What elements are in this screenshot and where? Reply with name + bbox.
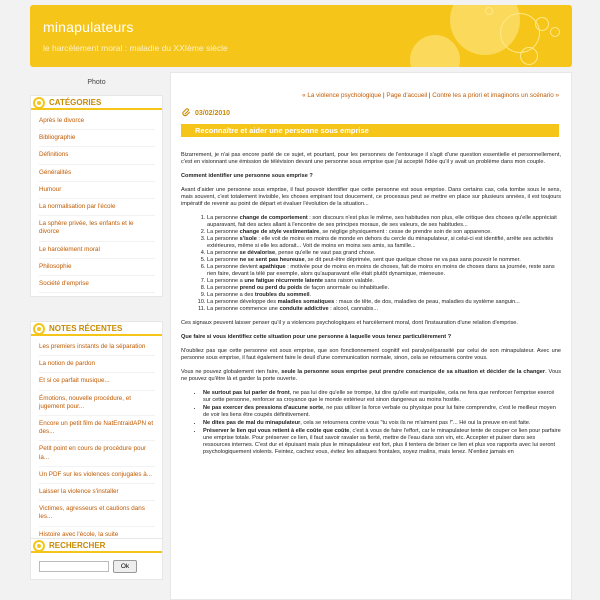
- text-run: .: [309, 292, 312, 298]
- text-run: La personne a: [207, 278, 245, 284]
- text-run: La personne: [207, 229, 240, 235]
- paragraph: N'oubliez pas que cette personne est sous emprise, que son fonctionnement cognitif est paralysé/parasité par celui de son minapulateur. Avec une personne sous emprise, il faut également faire le deuil d'une communication normale, sinon, cela se retournera contre vous.: [181, 348, 561, 361]
- photo-label: Photo: [87, 79, 106, 86]
- search-ok-button[interactable]: Ok: [113, 560, 137, 573]
- text-run: La personne commence une: [207, 306, 280, 312]
- nav-separator: |: [427, 92, 433, 99]
- home-link[interactable]: Page d'accueil: [386, 92, 428, 99]
- signs-list: [181, 215, 561, 313]
- text-run-bold: change de style vestimentaire: [239, 229, 320, 235]
- text-run: , ne pas utiliser la force verbale ou physique pour lui faire comprendre, c'est le meilleur moyen de voir les liens être coupés définitivement.: [203, 405, 556, 418]
- sign-item: [207, 229, 561, 236]
- text-run-bold: Ne pas exercer des pressions d'aucune sorte: [203, 405, 324, 411]
- widget-header: [31, 322, 162, 336]
- advice-item: [203, 405, 561, 419]
- category-link[interactable]: La normalisation par l'école: [39, 199, 155, 216]
- search-input[interactable]: [39, 561, 109, 572]
- advice-item: [203, 420, 561, 427]
- recent-notes-list: [31, 336, 162, 547]
- text-run: : alcool, cannabis...: [328, 306, 379, 312]
- search-widget: [30, 538, 163, 580]
- text-run: La personne devient: [207, 264, 260, 270]
- text-run-bold: Ne dites pas de mal du minapulateur: [203, 420, 301, 426]
- sign-item: [207, 236, 561, 250]
- nav-separator: |: [381, 92, 387, 99]
- text-run-bold: maladies somatiques: [277, 299, 335, 305]
- text-run: La personne: [207, 236, 240, 242]
- circle-bullet-icon: [33, 97, 45, 109]
- recent-note-link[interactable]: Histoire avec l'école, la suite: [39, 527, 155, 544]
- text-run: sans raison valable.: [322, 278, 374, 284]
- paragraph: Avant d'aider une personne sous emprise, il faut pouvoir identifier que cette personne est sous emprise. Dans certains cas, cela tombe sous le sens, mais souvent, c'est totalement invisible, les choses empirant tout doucement, ce processus peut se mettre en place sur plusieurs années, il est toujours impératif de revenir au point de départ et évaluer l'évolution de la situation...: [181, 187, 561, 207]
- sign-item: [207, 215, 561, 229]
- text-run-bold: seule la personne sous emprise peut prendre conscience de sa situation et décider de la changer: [281, 369, 546, 375]
- text-run: , se néglige physiquement : cesse de prendre soin de son apparence.: [319, 229, 492, 235]
- category-link[interactable]: Société d'emprise: [39, 276, 155, 293]
- categories-title: CATÉGORIES: [49, 98, 102, 107]
- main-content: [170, 72, 572, 600]
- text-run-bold: s'isole: [239, 236, 257, 242]
- advice-item: [203, 428, 561, 456]
- category-link[interactable]: Définitions: [39, 147, 155, 164]
- recent-note-link[interactable]: Un PDF sur les violences conjugales à...: [39, 467, 155, 484]
- sign-item: [207, 278, 561, 285]
- text-run-bold: troubles du sommeil: [254, 292, 310, 298]
- paragraph: Ces signaux peuvent laisser penser qu'il y a violences psychologiques et harcèlement moral, dont l'instauration d'une relation d'emprise.: [181, 320, 518, 326]
- text-run: : maux de tête, de dos, maladies de peau, maladies du système sanguin...: [334, 299, 520, 305]
- text-run: La personne: [207, 250, 240, 256]
- text-run-bold: se dévalorise: [239, 250, 276, 256]
- post-title[interactable]: Reconnaître et aider une personne sous emprise: [181, 124, 559, 137]
- text-run: de façon anormale ou inhabituelle.: [302, 285, 390, 291]
- text-run-bold: Préserver le lien qui vous retient à elle coûte que coûte: [203, 428, 350, 434]
- text-run-bold: prend ou perd du poids: [239, 285, 303, 291]
- paperclip-icon: [182, 108, 191, 117]
- sign-item: [207, 285, 561, 292]
- paragraph: [181, 369, 561, 383]
- recent-notes-title: NOTES RÉCENTES: [49, 324, 123, 333]
- category-link[interactable]: Généralités: [39, 165, 155, 182]
- text-run: , c'est à vous de faire l'effort, car le minapulateur tente de couper ce lien pour parfaire une emprise totale. Pour préserver ce lien, il faut savoir ravaler sa fierté, mettre de l'eau dans son vin, etc. Accepter et puiser dans ses ressources internes. C'est dur et épuisant mais plus le minapulateur est fort, plus il tentera de briser ce lien et plus vos rapports avec lui seront psychologiquement violents. Feintez, cachez vous, évitez les attaques frontales, soyez malins, mais lenez. N'entiez jamais en: [203, 428, 561, 455]
- recent-note-link[interactable]: Et si ce parfait musique...: [39, 373, 155, 390]
- advice-list: [181, 390, 561, 456]
- circle-bullet-icon: [33, 540, 45, 552]
- site-title[interactable]: minapulateurs: [43, 19, 134, 35]
- text-run: . Vous ne pouvez qu'être là et garder la porte ouverte.: [181, 369, 561, 382]
- advice-item: [203, 390, 561, 404]
- site-tagline: le harcèlement moral : maladie du XXIème siècle: [43, 43, 228, 53]
- text-run-bold: change de comportement: [239, 215, 308, 221]
- widget-header: [31, 96, 162, 110]
- category-link[interactable]: Le harcèlement moral: [39, 242, 155, 259]
- text-run: , cela se retournera contre vous "tu vois ils ne m'aiment pas !"... Hé oui la preuve en est faite.: [300, 420, 531, 426]
- recent-notes-widget: [30, 321, 163, 548]
- section-heading: Comment identifier une personne sous emprise ?: [181, 173, 313, 179]
- text-run: La personne: [207, 215, 240, 221]
- recent-note-link[interactable]: Les premiers instants de la séparation: [39, 339, 155, 356]
- prev-post-link[interactable]: « La violence psychologique: [302, 92, 382, 99]
- sign-item: [207, 299, 561, 306]
- text-run: , pense qu'elle ne vaut pas grand chose.: [275, 250, 376, 256]
- categories-widget: [30, 95, 163, 297]
- recent-note-link[interactable]: Encore un petit film de NatEntraidAPN et des...: [39, 416, 155, 441]
- category-link[interactable]: Philosophie: [39, 259, 155, 276]
- post-date: 03/02/2010: [195, 110, 231, 117]
- site-header: [30, 5, 572, 67]
- widget-header: [31, 539, 162, 553]
- text-run: : son discours n'est plus le même, ses habitudes non plus, elle critique des choses qu'elle appréciait auparavant, fait des actes allant à l'encontre de ses principes moraux, de ses valeurs, de ses habitudes...: [207, 215, 557, 228]
- recent-note-link[interactable]: Émotions, nouvelle procédure, et jugement pour...: [39, 391, 155, 416]
- decor-bubble: [500, 13, 540, 53]
- decor-bubble: [550, 27, 560, 37]
- text-run-bold: apathique: [259, 264, 286, 270]
- sign-item: [207, 264, 561, 278]
- text-run: , se dit peut-être déprimée, sent que quelque chose ne va pas sans pouvoir le nommer.: [304, 257, 521, 263]
- text-run: Vous ne pouvez globalement rien faire,: [181, 369, 282, 375]
- recent-note-link[interactable]: Petit point en cours de procédure pour la...: [39, 441, 155, 466]
- text-run: : motivée pour de moins en moins de choses, fait de moins en moins de choses dans sa journée, reste sans rien faire, devant la télé par exemple, alors qu'auparavant elle était plutôt dynamique, mieneuse.: [207, 264, 555, 277]
- category-link[interactable]: Humour: [39, 182, 155, 199]
- sign-item: [207, 257, 561, 264]
- text-run: La personne a des: [207, 292, 255, 298]
- next-post-link[interactable]: Contre les a priori et imaginons un scénario »: [432, 92, 559, 99]
- text-run: La personne: [207, 285, 240, 291]
- category-link[interactable]: La sphère privée, les enfants et le divorce: [39, 216, 155, 241]
- recent-note-link[interactable]: Laisser la violence s'installer: [39, 484, 155, 501]
- category-link[interactable]: Bibliographie: [39, 130, 155, 147]
- decor-bubble: [485, 7, 493, 15]
- post-navigation: [302, 92, 559, 99]
- post-body: [181, 152, 561, 457]
- text-run: , ne pas lui dire qu'elle se trompe, lui dire qu'elle est manipulée, cela ne fera que renforcer l'emprise exercé sur cette personne, renforcer sa croyance que le monde extérieur est sinon dangereux au moins hostile.: [203, 390, 555, 403]
- text-run-bold: ne se sent pas heureuse: [239, 257, 305, 263]
- decor-bubble: [535, 17, 549, 31]
- section-heading: Que faire si vous identifiez cette situation pour une personne à laquelle vous tenez particulièrement ?: [181, 334, 452, 340]
- search-title: RECHERCHER: [49, 541, 106, 550]
- decor-bubble: [410, 35, 460, 67]
- recent-note-link[interactable]: Victimes, agresseurs et cautions dans les...: [39, 501, 155, 526]
- sidebar: [30, 72, 165, 600]
- sign-item: [207, 250, 561, 257]
- text-run-bold: une fatigue récurrente latente: [244, 278, 323, 284]
- categories-list: [31, 110, 162, 296]
- decor-bubble: [520, 47, 538, 65]
- text-run: La personne développe des: [207, 299, 278, 305]
- recent-note-link[interactable]: La notion de pardon: [39, 356, 155, 373]
- text-run-bold: Ne surtout pas lui parler de front: [203, 390, 290, 396]
- text-run: : elle voit de moins en moins de monde en dehors du cercle du minapulateur, si celui-ci est identifié, arrête ses activités extérieures, même si elle les adorait... Voit de moins en moins ses amis, sa famille...: [207, 236, 554, 249]
- paragraph: Bizarrement, je n'ai pas encore parlé de ce sujet, et pourtant, pour les personnes de l'entourage il s'agit d'une question essentielle et personnellement, c'est en visionnant une émission de télévision devant une personne sous emprise que j'ai accepté l'idée qu'il y avait un problème dans mon couple.: [181, 152, 561, 165]
- sign-item: [207, 292, 561, 299]
- text-run: La personne: [207, 257, 240, 263]
- text-run-bold: conduite addictive: [279, 306, 329, 312]
- category-link[interactable]: Après le divorce: [39, 113, 155, 130]
- circle-bullet-icon: [33, 323, 45, 335]
- sign-item: [207, 306, 561, 313]
